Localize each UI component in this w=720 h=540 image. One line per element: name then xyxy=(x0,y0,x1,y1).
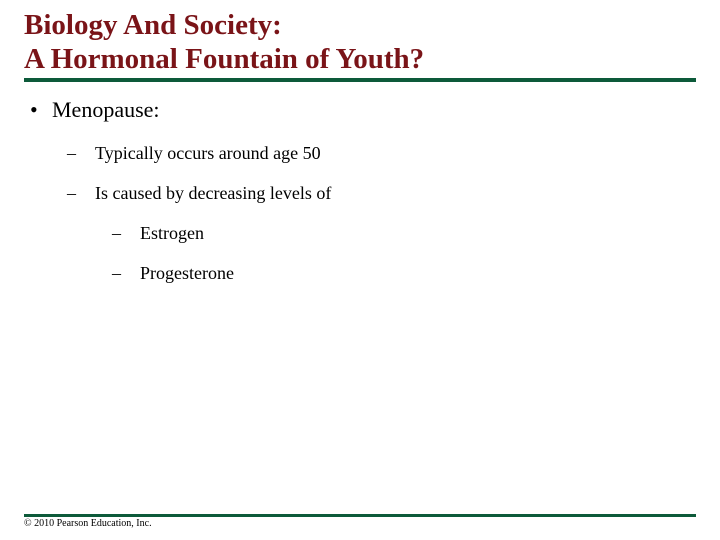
title-divider xyxy=(24,78,696,82)
dash-icon: – xyxy=(67,183,76,203)
dash-icon: – xyxy=(67,143,76,163)
sub-sub-point-text: Progesterone xyxy=(140,263,234,283)
sub-point-age xyxy=(67,142,321,164)
sub-sub-point-progesterone xyxy=(112,262,234,284)
slide-title xyxy=(24,8,424,76)
dash-icon: – xyxy=(112,223,121,243)
sub-point-cause xyxy=(67,182,331,204)
slide-title-line-2: A Hormonal Fountain of Youth? xyxy=(24,43,425,75)
sub-point-text: Is caused by decreasing levels of xyxy=(95,183,332,203)
sub-point-text: Typically occurs around age 50 xyxy=(95,143,321,163)
copyright-footer: © 2010 Pearson Education, Inc. xyxy=(24,518,152,529)
sub-sub-point-text: Estrogen xyxy=(140,223,204,243)
bullet-menopause xyxy=(30,97,160,123)
bullet-text: Menopause: xyxy=(52,97,160,122)
slide-title-line-1: Biology And Society: xyxy=(24,9,282,41)
dash-icon: – xyxy=(112,263,121,283)
footer-divider xyxy=(24,514,696,517)
bullet-icon: • xyxy=(30,97,38,122)
sub-sub-point-estrogen xyxy=(112,222,204,244)
